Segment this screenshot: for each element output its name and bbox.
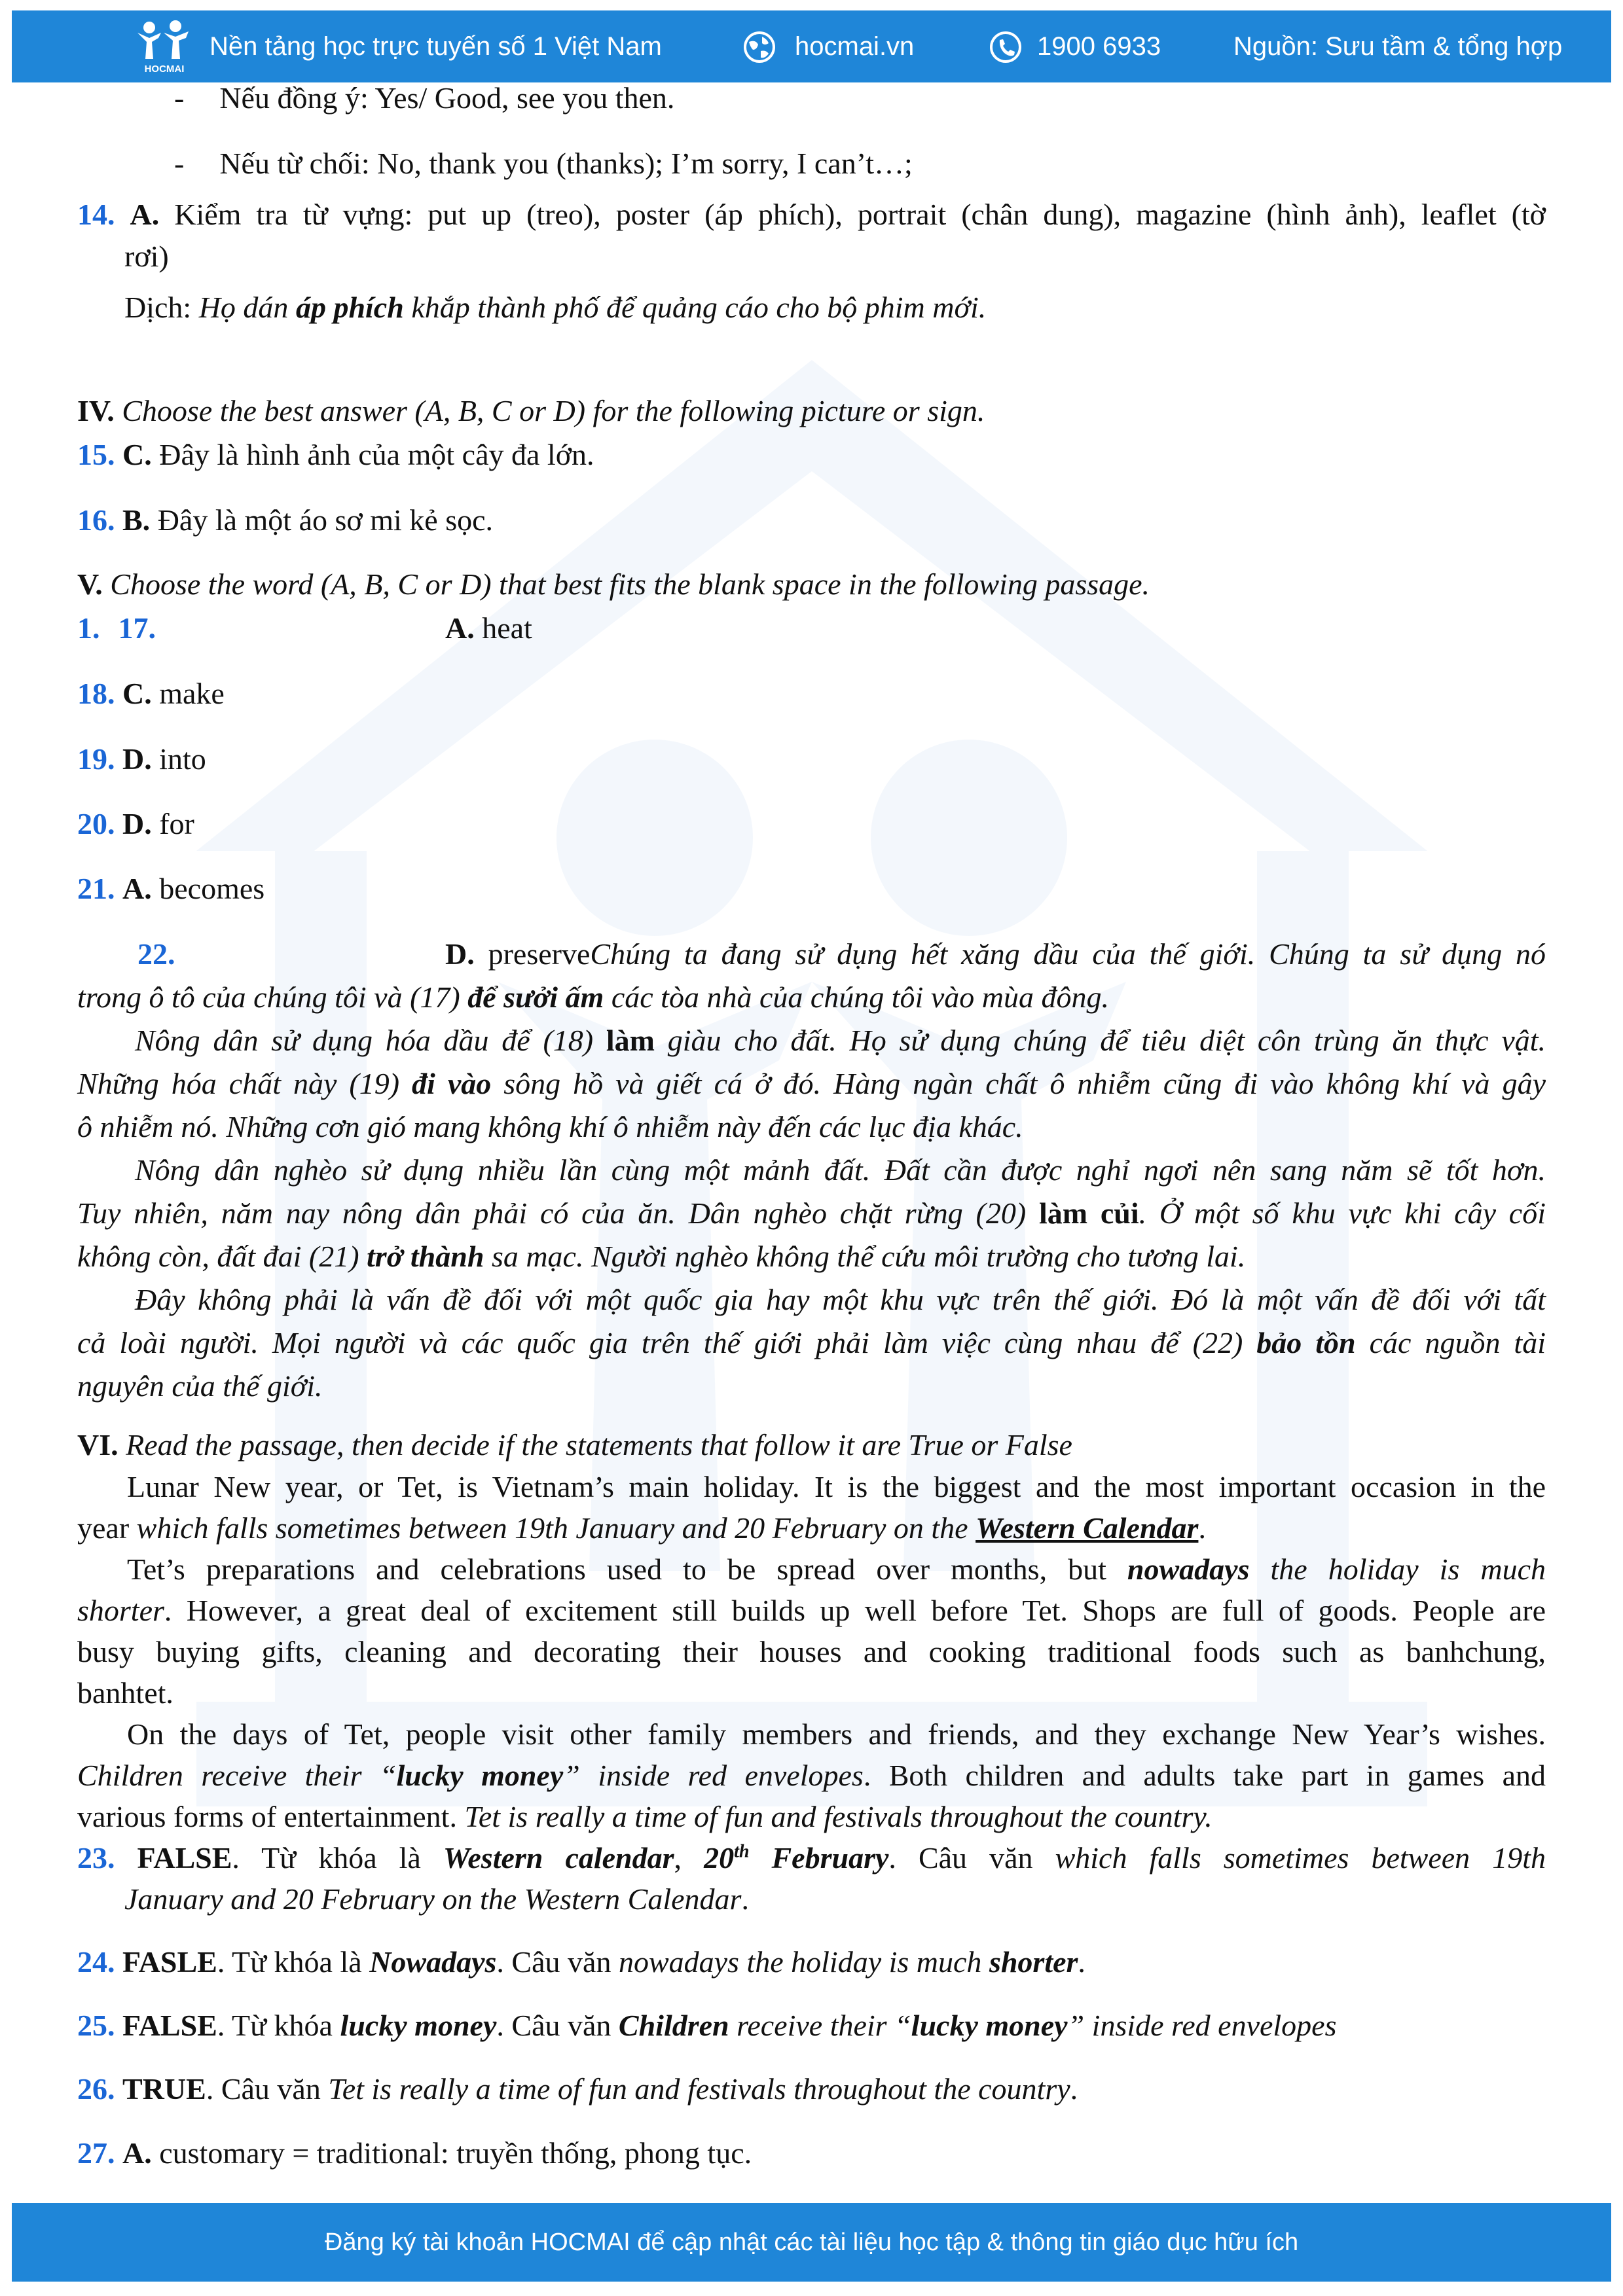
translation-p4-line3: nguyên của thế giới.	[77, 1369, 323, 1403]
answer-21: 21. A. becomes	[77, 872, 265, 905]
answer-23-cont: January and 20 February on the Western Calendar.	[124, 1882, 749, 1916]
answer-14: 14. A. Kiểm tra từ vựng: put up (treo), poster (áp phích), portrait (chân dung), magazine (hình ảnh), leaflet (tờ	[77, 198, 1546, 231]
answer-25: 25. FALSE. Từ khóa lucky money. Câu văn Children receive their “lucky money” inside red envelopes	[77, 2009, 1337, 2042]
svg-text:HOCMAI: HOCMAI	[144, 63, 185, 75]
option-decline: - Nếu từ chối: No, thank you (thanks); I’m sorry, I can’t…;	[174, 147, 913, 180]
passage-p1-line1: Lunar New year, or Tet, is Vietnam’s main holiday. It is the biggest and the most important occasion in the	[127, 1470, 1546, 1503]
header-bar	[12, 10, 1611, 82]
translation-p2-line1: Nông dân sử dụng hóa dầu để (18) làm giàu cho đất. Họ sử dụng chúng để tiêu diệt côn trùng ăn thực vật.	[135, 1024, 1546, 1057]
header-source: Nguồn: Sưu tầm & tổng hợp	[1233, 32, 1563, 61]
section-vi-heading: VI. Read the passage, then decide if the statements that follow it are True or False	[77, 1428, 1072, 1462]
globe-icon	[742, 30, 776, 64]
translation-p3-line2: Tuy nhiên, năm nay nông dân phải có của ăn. Dân nghèo chặt rừng (20) làm củi. Ở một số khu vực khi cây cối	[77, 1196, 1546, 1230]
answer-27: 27. A. customary = traditional: truyền thống, phong tục.	[77, 2136, 752, 2170]
phone-icon	[989, 30, 1023, 64]
header-hotline[interactable]: 1900 6933	[1037, 32, 1161, 61]
answer-19: 19. D. into	[77, 742, 206, 776]
answer-22: 22. D. preserveChúng ta đang sử dụng hết xăng dầu của thế giới. Chúng ta sử dụng nó	[137, 937, 1546, 971]
footer-banner[interactable]: Đăng ký tài khoản HOCMAI để cập nhật các tài liệu học tập & thông tin giáo dục hữu ích	[12, 2203, 1611, 2282]
answer-15: 15. C. Đây là hình ảnh của một cây đa lớn.	[77, 438, 594, 471]
section-iv-heading: IV. Choose the best answer (A, B, C or D) for the following picture or sign.	[77, 394, 985, 427]
header-tagline: Nền tảng học trực tuyến số 1 Việt Nam	[210, 32, 662, 61]
translation-p1-line2: trong ô tô của chúng tôi và (17) để sưởi ấm các tòa nhà của chúng tôi vào mùa đông.	[77, 980, 1109, 1014]
translation-p4-line2: cả loài người. Mọi người và các quốc gia trên thế giới phải làm việc cùng nhau để (22) bảo tồn các nguồn tài	[77, 1326, 1546, 1359]
header-website-link[interactable]: hocmai.vn	[795, 32, 915, 61]
passage-p3-line1: On the days of Tet, people visit other family members and friends, and they exchange New Year’s wishes.	[127, 1717, 1546, 1751]
passage-p2-line4: banhtet.	[77, 1676, 173, 1710]
answer-17: 1. 17. A. heat	[77, 611, 532, 645]
passage-p3-line3: various forms of entertainment. Tet is really a time of fun and festivals throughout the country.	[77, 1800, 1213, 1833]
passage-p1-line2: year which falls sometimes between 19th January and 20 February on the Western Calendar.	[77, 1511, 1206, 1545]
question-number: 14.	[77, 198, 115, 231]
answer-24: 24. FASLE. Từ khóa là Nowadays. Câu văn nowadays the holiday is much shorter.	[77, 1945, 1085, 1979]
passage-p3-line2: Children receive their “lucky money” inside red envelopes. Both children and adults take part in games and	[77, 1759, 1546, 1792]
answer-26: 26. TRUE. Câu văn Tet is really a time of fun and festivals throughout the country.	[77, 2072, 1078, 2106]
answer-14-cont: rơi)	[124, 240, 169, 273]
translation-p4-line1: Đây không phải là vấn đề đối với một quốc gia hay một khu vực trên thế giới. Đó là một vấn đề đối với tất	[135, 1283, 1546, 1316]
section-v-heading: V. Choose the word (A, B, C or D) that best fits the blank space in the following passage.	[77, 567, 1150, 601]
answer-23: 23. FALSE. Từ khóa là Western calendar, 20th February. Câu văn which falls sometimes between 19th	[77, 1841, 1546, 1874]
hocmai-logo-icon	[128, 18, 200, 75]
translation-p2-line3: ô nhiễm nó. Những cơn gió mang không khí ô nhiễm này đến các lục địa khác.	[77, 1110, 1023, 1143]
answer-16: 16. B. Đây là một áo sơ mi kẻ sọc.	[77, 503, 494, 537]
translation-p3-line1: Nông dân nghèo sử dụng nhiều lần cùng một mảnh đất. Đất cần được nghỉ ngơi nên sang năm sẽ tốt hơn.	[135, 1153, 1546, 1187]
passage-p2-line2: shorter. However, a great deal of excitement still builds up well before Tet. Shops are full of goods. People are	[77, 1594, 1546, 1627]
answer-18: 18. C. make	[77, 677, 225, 710]
answer-20: 20. D. for	[77, 807, 194, 840]
translation-p3-line3: không còn, đất đai (21) trở thành sa mạc. Người nghèo không thể cứu môi trường cho tương lai.	[77, 1240, 1246, 1273]
option-agree: - Nếu đồng ý: Yes/ Good, see you then.	[174, 81, 675, 115]
passage-p2-line1: Tet’s preparations and celebrations used to be spread over months, but nowadays the holiday is much	[127, 1552, 1546, 1586]
translation-p2-line2: Những hóa chất này (19) đi vào sông hồ và giết cá ở đó. Hàng ngàn chất ô nhiễm cũng đi vào không khí và gây	[77, 1067, 1546, 1100]
answer-14-translation: Dịch: Họ dán áp phích khắp thành phố để quảng cáo cho bộ phim mới.	[124, 291, 987, 324]
passage-p2-line3: busy buying gifts, cleaning and decorating their houses and cooking traditional foods such as banhchung,	[77, 1635, 1546, 1668]
